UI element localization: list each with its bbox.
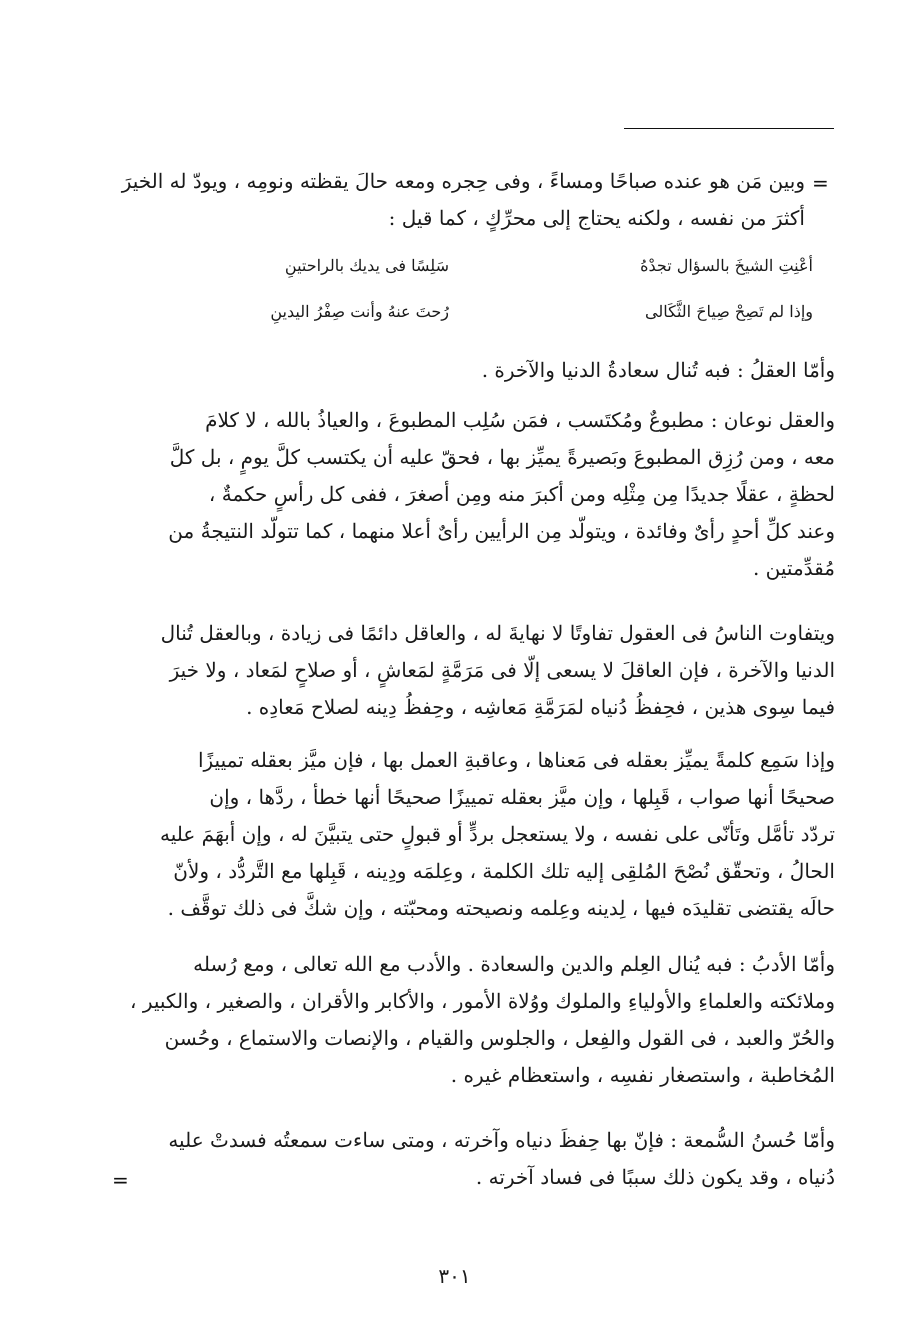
paragraph-aql-types (115, 402, 835, 587)
paragraph-aql (115, 352, 835, 389)
text-line: مُقدِّمتين . (752, 556, 835, 580)
text-line: وأمّا حُسنُ السُّمعة : فإنّ بها حِفظَ دنياه وآخرته ، ومتى ساءت سمعتُه فسدتْ عليه (168, 1128, 835, 1152)
footnote-separator-rule (624, 128, 834, 129)
text-line: وأمّا الأدبُ : فبه يُنال العِلم والدين والسعادة . والأدب مع الله تعالى ، ومع رُسله (193, 952, 835, 976)
paragraph-tafawut (115, 615, 835, 726)
text-line: صحيحًا أنها صواب ، قَبِلها ، وإن ميَّز بعقله تمييزًا صحيحًا أنها خطأ ، ردَّها ، وإن (209, 785, 835, 809)
text-line: المُخاطبة ، واستصغار نفسِه ، واستعظام غيره . (450, 1063, 835, 1087)
verse-1-second-hemistich: سَلِسًا فى يديك بالراحتينِ (284, 256, 449, 275)
continuation-mark-start: = (812, 171, 829, 195)
text-line: وبين مَن هو عنده صباحًا ومساءً ، وفى حِجره ومعه حالَ يقظته ونومِه ، ويودّ له الخيرَ (121, 169, 805, 193)
text-line: الحالُ ، وتحقّق نُصْحَ المُلقِى إليه تلك الكلمة ، وعِلمَه ودِينه ، قَبِلها مع التَّردُّد ، ولأنّ (173, 859, 835, 883)
text-line: حالَه يقتضى تقليدَه فيها ، لِدينه وعِلمه ونصيحته ومحبّته ، وإن شكَّ فى ذلك توقَّف . (167, 896, 835, 920)
paragraph-sumah (115, 1122, 835, 1196)
text-line: والعقل نوعان : مطبوعٌ ومُكتَسب ، فمَن سُلِب المطبوعَ ، والعياذُ بالله ، لا كلامَ (205, 408, 835, 432)
text-line: أكثرَ من نفسه ، ولكنه يحتاج إلى محرِّكٍ ، كما قيل : (388, 206, 805, 230)
page-number: ٣٠١ (438, 1264, 471, 1288)
continuation-mark-end: = (112, 1168, 129, 1192)
text-line: وعند كلِّ أحدٍ رأىٌ وفائدة ، ويتولّد مِن الرأيين رأىٌ أعلا منهما ، كما تتولّد النتيجةُ من (168, 519, 835, 543)
text-line: وإذا سَمِع كلمةً يميِّز بعقله فى مَعناها ، وعاقبةِ العمل بها ، فإن ميَّز بعقله تمييزًا (197, 748, 835, 772)
text-line: الدنيا والآخرة ، فإن العاقلَ لا يسعى إلّا فى مَرَمَّةٍ لمَعاشٍ ، أو صلاحٍ لمَعاد ، ولا خيرَ (169, 658, 835, 682)
text-line: تردّد تأمَّل وتَأنّى على نفسه ، ولا يستعجل بردٍّ أو قبولٍ حتى يتبيَّنَ له ، وإن أبهَمَ عليه (160, 822, 835, 846)
text-line: معه ، ومن رُزِق المطبوعَ وبَصيرةً يميِّز بها ، فحقّ عليه أن يكتسب كلَّ يومٍ ، بل كلَّ (169, 445, 835, 469)
text-line: فيما سِوى هذين ، فحِفظُ دُنياه لمَرَمَّةِ مَعاشِه ، وحِفظُ دِينه لصلاح مَعادِه . (246, 695, 835, 719)
text-line: دُنياه ، وقد يكون ذلك سببًا فى فساد آخرته . (475, 1165, 835, 1189)
text-line: والحُرّ والعبد ، فى القول والفِعل ، والجلوس والقيام ، والإنصات والاستماع ، وحُسن (164, 1026, 835, 1050)
verse-1-first-hemistich: أعْنِتِ الشيخَ بالسؤال تجدْهُ (640, 256, 813, 275)
paragraph-adab (115, 946, 835, 1094)
text-line: وملائكته والعلماءِ والأولياءِ والملوك ووُلاة الأمور ، والأكابر والأقران ، والصغير ، والكبير ، (130, 989, 835, 1013)
verse-2-first-hemistich: وإذا لم تَصِحْ صِياحَ الثَّكَالى (645, 302, 813, 321)
verse-2-second-hemistich: رُحتَ عنهُ وأنت صِفْرُ اليدينِ (270, 302, 449, 321)
text-line: ويتفاوت الناسُ فى العقول تفاوتًا لا نهايةَ له ، والعاقل دائمًا فى زيادة ، وبالعقل تُنال (160, 621, 835, 645)
text-line: وأمّا العقلُ : فبه تُنال سعادةُ الدنيا والآخرة . (481, 358, 835, 382)
footnote-continuation (115, 163, 805, 237)
paragraph-tamyiz (115, 742, 835, 927)
text-line: لحظةٍ ، عقلًا جديدًا مِن مِثْلِه ومن أكبرَ منه ومِن أصغرَ ، ففى كل رأسٍ حكمةٌ ، (208, 482, 835, 506)
